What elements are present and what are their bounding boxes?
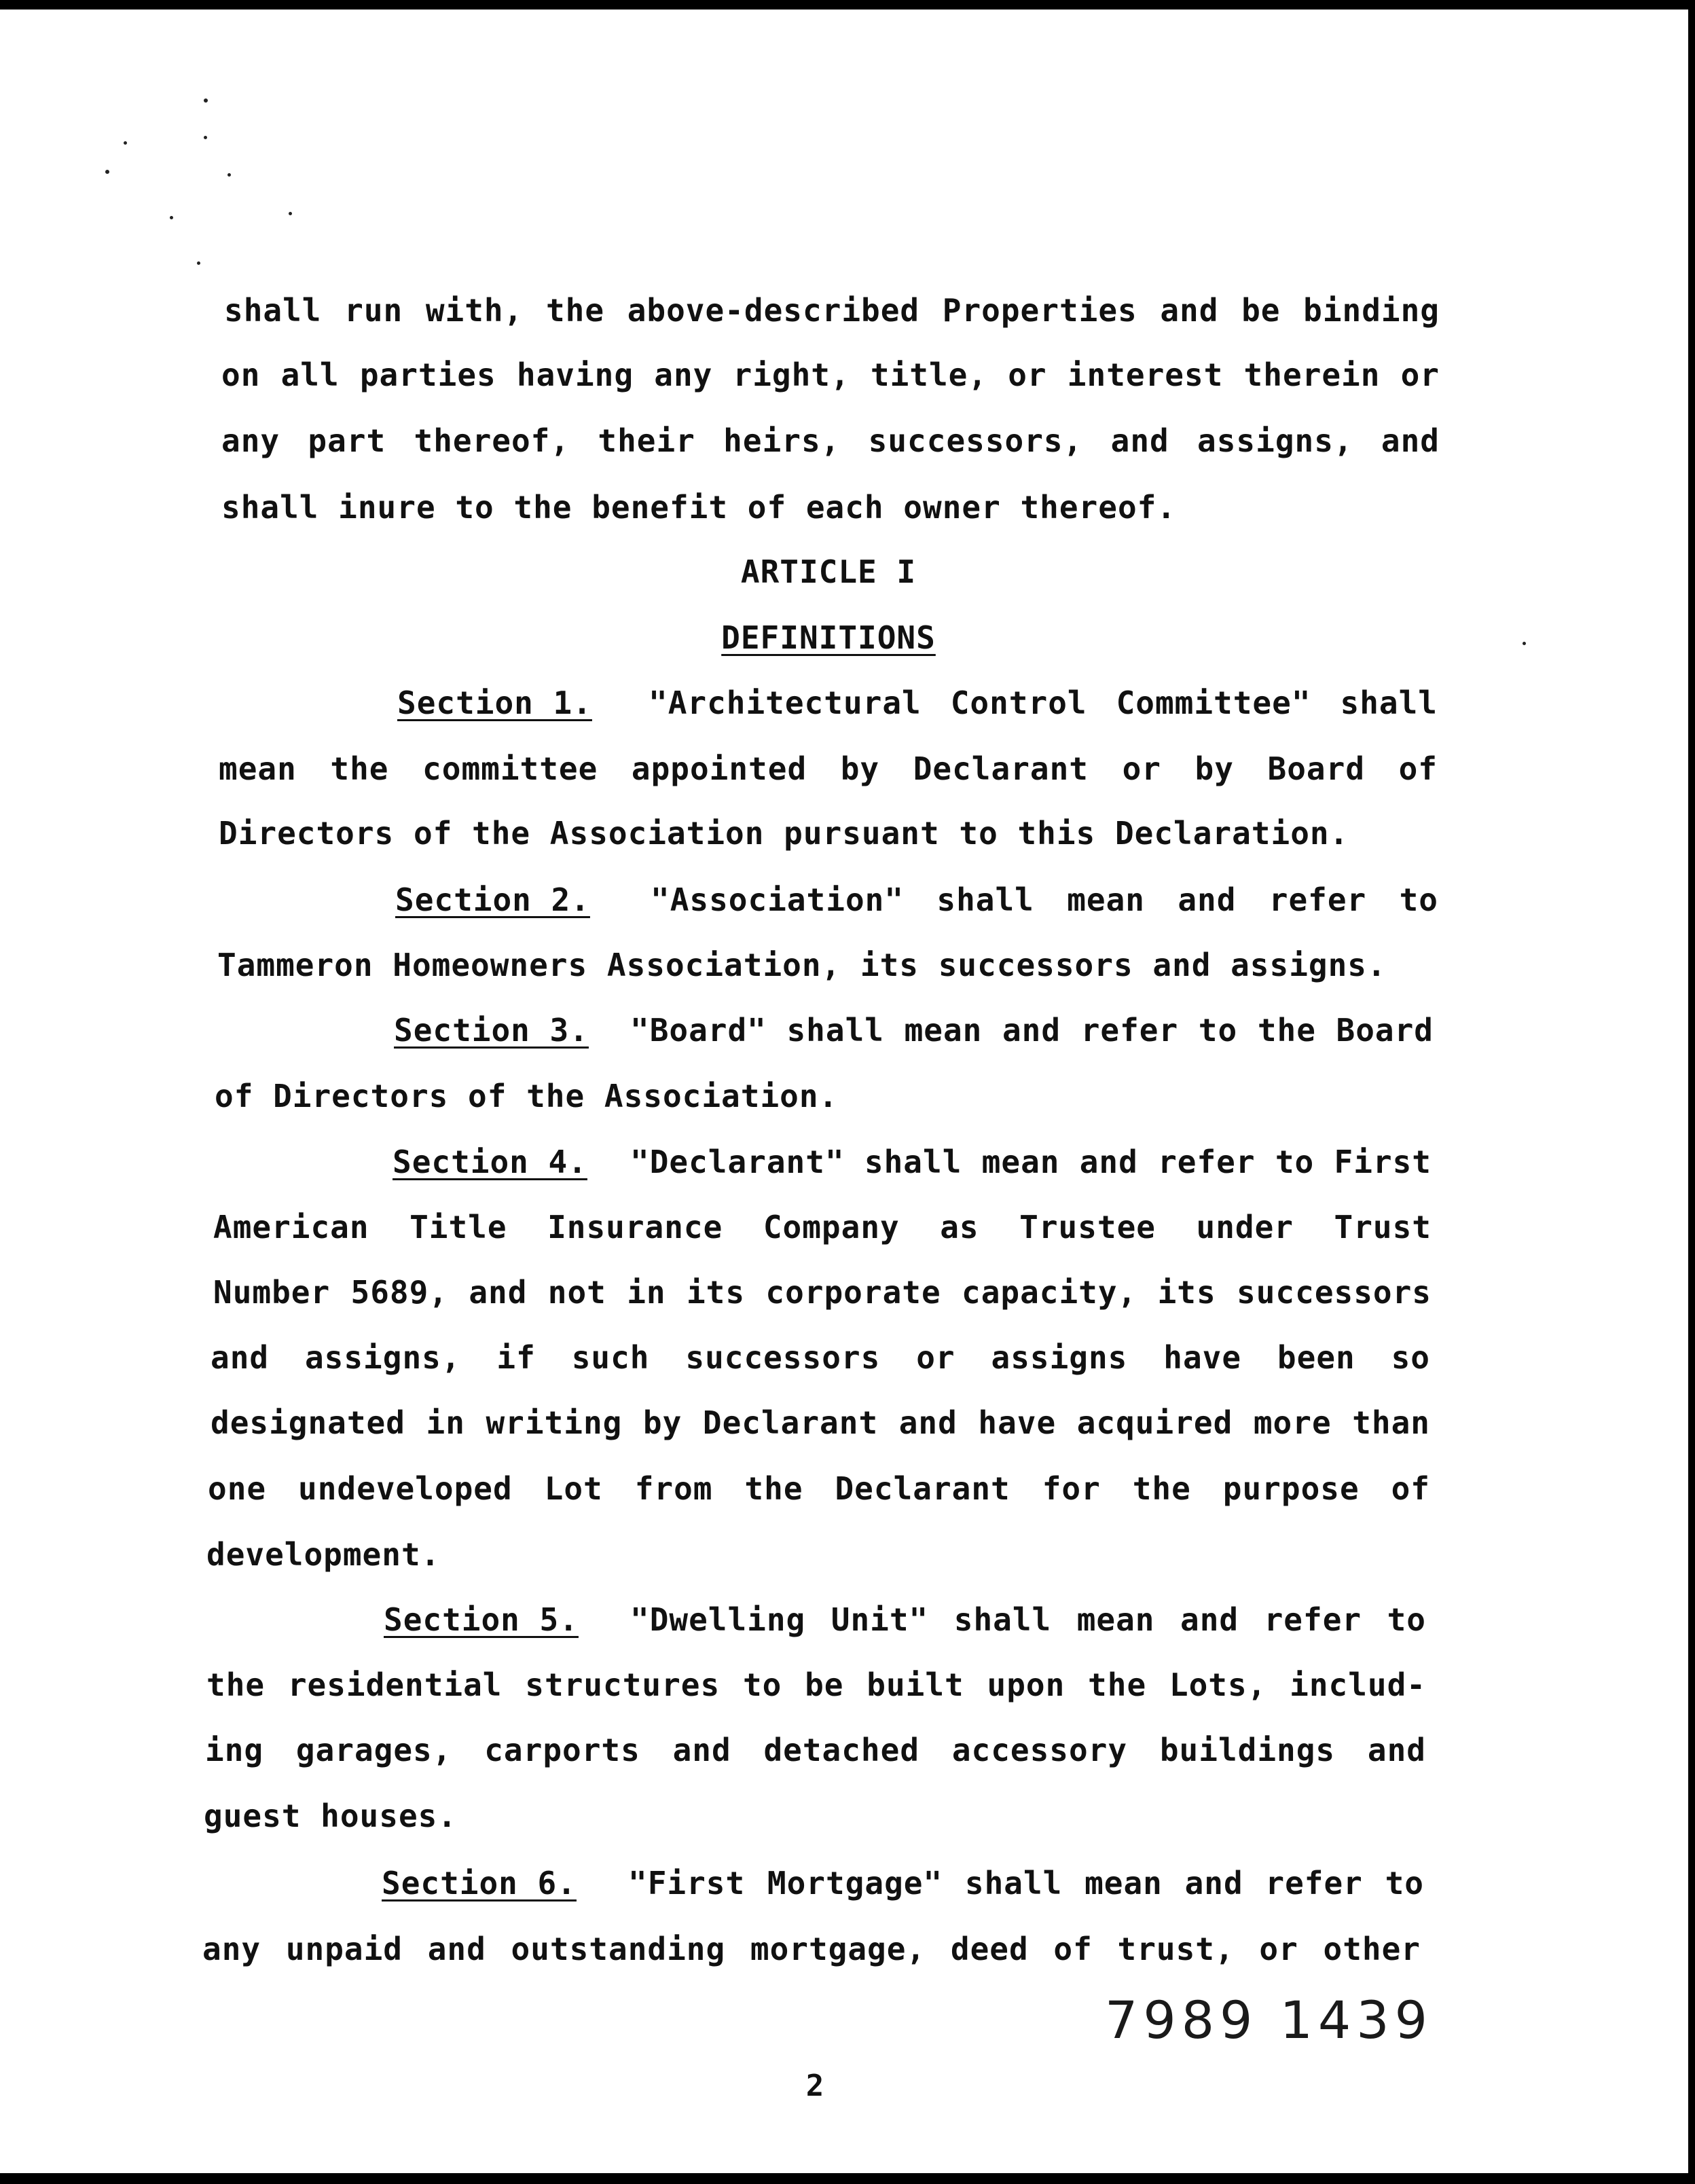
scan-speck: [105, 170, 109, 174]
section-4-line: one undeveloped Lot from the Declarant for the purpose of: [208, 1470, 1430, 1507]
section-3-first-line: "Board" shall mean and refer to the Board: [630, 1012, 1434, 1049]
section-4-line: Number 5689, and not in its corporate capacity, its successors: [213, 1274, 1432, 1311]
section-5-line: the residential structures to be built upon the Lots, includ-: [206, 1667, 1426, 1703]
scan-speck: [204, 136, 207, 139]
section-5-label: Section 5.: [384, 1601, 579, 1638]
section-6-first-line: "First Mortgage" shall mean and refer to: [628, 1865, 1424, 1901]
scan-edge-bottom: [0, 2173, 1695, 2184]
section-5-line: ing garages, carports and detached accessory buildings and: [205, 1732, 1426, 1768]
section-5-first-line: "Dwelling Unit" shall mean and refer to: [630, 1601, 1426, 1638]
document-number: 7989 1439: [1105, 1990, 1433, 2050]
scan-speck: [170, 216, 173, 219]
scan-speck: [124, 141, 127, 145]
section-1-label: Section 1.: [397, 685, 592, 721]
section-4-line: designated in writing by Declarant and have acquired more than: [211, 1404, 1430, 1441]
section-3-line: of Directors of the Association.: [215, 1078, 839, 1114]
section-4-label: Section 4.: [393, 1144, 587, 1180]
intro-line: shall run with, the above-described Properties and be binding: [224, 292, 1440, 329]
section-4-first-line: "Declarant" shall mean and refer to First: [630, 1144, 1432, 1180]
intro-line: on all parties having any right, title, or interest therein or: [221, 357, 1440, 393]
scan-speck: [204, 98, 208, 103]
intro-line: any part thereof, their heirs, successors, and assigns, and: [221, 422, 1440, 459]
section-6-line: any unpaid and outstanding mortgage, deed of trust, or other: [202, 1931, 1421, 1967]
section-3-label: Section 3.: [394, 1012, 589, 1049]
section-1-line: Directors of the Association pursuant to this Declaration.: [219, 815, 1349, 852]
section-2-first-line: "Association" shall mean and refer to: [651, 881, 1438, 918]
section-4-line: development.: [206, 1536, 441, 1573]
scan-speck: [197, 261, 200, 265]
page-number: 2: [805, 2069, 824, 2103]
definitions-heading: DEFINITIONS: [721, 619, 936, 656]
section-5-line: guest houses.: [204, 1798, 458, 1834]
intro-line: shall inure to the benefit of each owner thereof.: [221, 489, 1177, 526]
section-6-label: Section 6.: [382, 1865, 577, 1901]
scan-edge-top: [0, 0, 1695, 10]
scan-speck: [289, 212, 292, 215]
section-4-line: and assigns, if such successors or assigns have been so: [211, 1339, 1430, 1376]
scan-edge-right: [1688, 0, 1695, 2184]
section-2-line: Tammeron Homeowners Association, its successors and assigns.: [217, 947, 1387, 983]
section-1-line: mean the committee appointed by Declarant or by Board of: [219, 750, 1438, 787]
article-heading: ARTICLE I: [740, 553, 917, 590]
section-1-first-line: "Architectural Control Committee" shall: [649, 685, 1438, 721]
scan-speck: [227, 173, 231, 177]
section-2-label: Section 2.: [395, 881, 590, 918]
section-4-line: American Title Insurance Company as Trustee under Trust: [213, 1209, 1432, 1245]
